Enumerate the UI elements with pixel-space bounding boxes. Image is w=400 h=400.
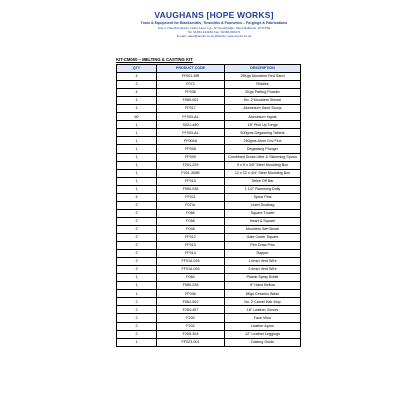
table-row — [117, 81, 301, 89]
qty-cell: 1 — [117, 97, 157, 105]
table-row — [117, 73, 301, 81]
table-row — [117, 306, 301, 314]
column-header-product-code: PRODUCT CODE — [157, 65, 225, 73]
description-cell: 18" Pick Up Tongs — [225, 121, 301, 129]
description-cell: 25Kgs Moulders Red Sand — [225, 73, 301, 81]
company-contact: E-mail: sales@anvils.co.uk Website: www.anvils.co.uk — [176, 34, 252, 39]
qty-cell: 3 — [117, 266, 157, 274]
product-code-cell: F284-457 — [157, 306, 225, 314]
qty-cell: 1 — [117, 105, 157, 113]
table-row — [117, 105, 301, 113]
product-code-cell: FF003-AL — [157, 129, 225, 137]
product-code-cell: FF014 — [157, 250, 225, 258]
table-row — [117, 217, 301, 225]
qty-cell: 1 — [117, 169, 157, 177]
product-code-cell: FF017 — [157, 105, 225, 113]
qty-cell: 1 — [117, 145, 157, 153]
description-cell: Face Visor — [225, 314, 301, 322]
table-row — [117, 282, 301, 290]
qty-cell: 3 — [117, 258, 157, 266]
table-header-row — [117, 65, 301, 73]
qty-cell: 1 — [117, 185, 157, 193]
table-row — [117, 242, 301, 250]
table-row — [117, 298, 301, 306]
table-row — [117, 322, 301, 330]
qty-cell: 1 — [117, 282, 157, 290]
description-cell: Casting Guide — [225, 338, 301, 346]
table-row — [117, 121, 301, 129]
description-cell: Riddles — [225, 81, 301, 89]
table-row — [117, 338, 301, 346]
product-code-cell: FF016-026 — [157, 266, 225, 274]
description-cell: 9 x 9 x 3/5" Steel Moulding Box — [225, 161, 301, 169]
description-cell: No. 2 Moulders Shovel — [225, 97, 301, 105]
qty-cell: 4 — [117, 73, 157, 81]
letterhead — [116, 10, 312, 38]
description-cell: No. 2 Camel Hair Mop — [225, 298, 301, 306]
description-cell: 18" Leather Gloves — [225, 306, 301, 314]
product-code-cell: FF001-MR — [157, 73, 225, 81]
table-body — [117, 73, 301, 347]
description-cell: Rapper — [225, 250, 301, 258]
product-code-cell: FF016-016 — [157, 258, 225, 266]
qty-cell: 2 — [117, 250, 157, 258]
product-code-cell: F201-305B — [157, 169, 225, 177]
product-code-cell: FF023-001 — [157, 338, 225, 346]
company-address: Unit 1, Hanwick Works, Nebo Lane, Lye, Nr Stourbridge, West Midlands, DY9 8TE — [157, 26, 271, 30]
table-row — [117, 113, 301, 121]
product-code-cell: F062-002 — [157, 298, 225, 306]
qty-cell: 1 — [117, 290, 157, 298]
qty-cell: 1 — [117, 177, 157, 185]
table-row — [117, 161, 301, 169]
product-code-cell: FF006 — [157, 290, 225, 298]
table-row — [117, 290, 301, 298]
qty-cell: 2 — [117, 306, 157, 314]
qty-cell: 2 — [117, 233, 157, 241]
table-row — [117, 145, 301, 153]
qty-cell: 2 — [117, 322, 157, 330]
qty-cell: 2 — [117, 298, 157, 306]
product-code-cell: F202 — [157, 322, 225, 330]
qty-cell: 60 — [117, 113, 157, 121]
product-code-cell: FF936 — [157, 89, 225, 97]
description-cell: Combined Dross Lifter & Skimming Spoon — [225, 153, 301, 161]
qty-cell: 1 — [117, 137, 157, 145]
table-row — [117, 266, 301, 274]
product-code-cell: FF009 — [157, 153, 225, 161]
description-cell: Leather Apron — [225, 322, 301, 330]
table-row — [117, 137, 301, 145]
product-code-cell: F048 — [157, 225, 225, 233]
description-cell: Aluminium Sand Scoop — [225, 105, 301, 113]
product-code-cell: F200 — [157, 314, 225, 322]
table-row — [117, 258, 301, 266]
table-row — [117, 89, 301, 97]
product-code-cell: S021-480 — [157, 121, 225, 129]
table-row — [117, 274, 301, 282]
description-cell: 8Kgs Ceramic Wash — [225, 290, 301, 298]
description-cell: Aluminium Ingots — [225, 113, 301, 121]
qty-cell: 2 — [117, 330, 157, 338]
table-row — [117, 185, 301, 193]
table-row — [117, 129, 301, 137]
description-cell: Heart & Square — [225, 217, 301, 225]
description-cell: 12 x 12 x 4/4" Steel Moulding Box — [225, 169, 301, 177]
product-code-cell: F060-038 — [157, 185, 225, 193]
column-header-qty: QTY — [117, 65, 157, 73]
description-cell: Square Trowel — [225, 209, 301, 217]
product-code-cell: F074L — [157, 201, 225, 209]
company-name: VAUGHANS [HOPE WORKS] — [154, 10, 274, 20]
kit-title: KIT-CM000 – MELTING & CASTING KIT — [116, 57, 193, 62]
qty-cell: 2 — [117, 225, 157, 233]
description-cell: 2.6mm Vent Wire — [225, 266, 301, 274]
product-code-cell: F205-304 — [157, 330, 225, 338]
company-phone: Tel: 01384 424232 Fax: 01384 893171 — [187, 30, 241, 35]
table-row — [117, 169, 301, 177]
qty-cell: 1 — [117, 274, 157, 282]
table-row — [117, 97, 301, 105]
description-cell: 2Kgs Parting Powder — [225, 89, 301, 97]
description-cell: Degassing Plunger — [225, 145, 301, 153]
description-cell: Strike Off Bar — [225, 177, 301, 185]
table-row — [117, 209, 301, 217]
qty-cell: 1 — [117, 338, 157, 346]
product-code-cell: FF008 — [157, 145, 225, 153]
description-cell: Sprue Pins — [225, 193, 301, 201]
product-code-cell: F058 — [157, 217, 225, 225]
product-code-cell: F072 — [157, 81, 225, 89]
kit-contents-table — [116, 64, 301, 347]
table-row — [117, 193, 301, 201]
table-row — [117, 250, 301, 258]
qty-cell: 1 — [117, 161, 157, 169]
qty-cell: 2 — [117, 209, 157, 217]
description-cell: Plastic Spray Bottle — [225, 274, 301, 282]
description-cell: Linen Dustbag — [225, 201, 301, 209]
description-cell: Pen Draw Pins — [225, 242, 301, 250]
product-code-cell: F089-228 — [157, 282, 225, 290]
description-cell: 1.6mm Vent Wire — [225, 258, 301, 266]
product-code-cell: F201-229 — [157, 161, 225, 169]
qty-cell: 1 — [117, 121, 157, 129]
product-code-cell: F086 — [157, 209, 225, 217]
product-code-cell: FF003-AL — [157, 113, 225, 121]
table-row — [117, 314, 301, 322]
description-cell: 250gms Alum Cov Flux — [225, 137, 301, 145]
company-tagline: Tools & Equipment for Blacksmiths, Tinsmiths & Foundries – Forgings & Fabrications — [140, 21, 288, 25]
qty-cell: 2 — [117, 201, 157, 209]
product-code-cell: FF010 — [157, 177, 225, 185]
table-row — [117, 201, 301, 209]
description-cell: Moulders Wet Brush — [225, 225, 301, 233]
qty-cell: 1 — [117, 129, 157, 137]
qty-cell: 2 — [117, 217, 157, 225]
product-code-cell: FF013 — [157, 242, 225, 250]
description-cell: 12" Leather Leggings — [225, 330, 301, 338]
qty-cell: 1 — [117, 153, 157, 161]
column-header-description: DESCRIPTION — [225, 65, 301, 73]
description-cell: 1 1/2" Ramming Dolly — [225, 185, 301, 193]
description-cell: 9" Hand Bellow — [225, 282, 301, 290]
description-cell: 500gms Degassing Tablets — [225, 129, 301, 137]
qty-cell: 4 — [117, 193, 157, 201]
table-row — [117, 233, 301, 241]
product-code-cell: FF011 — [157, 193, 225, 201]
product-code-cell: F084 — [157, 274, 225, 282]
qty-cell: 2 — [117, 81, 157, 89]
table-row — [117, 153, 301, 161]
qty-cell: 4 — [117, 89, 157, 97]
table-row — [117, 330, 301, 338]
product-code-cell: FF004A — [157, 137, 225, 145]
table-row — [117, 225, 301, 233]
product-code-cell: F089-002 — [157, 97, 225, 105]
product-code-cell: FF012 — [157, 233, 225, 241]
qty-cell: 2 — [117, 242, 157, 250]
qty-cell: 2 — [117, 314, 157, 322]
table-row — [117, 177, 301, 185]
description-cell: Gate Cutter Square — [225, 233, 301, 241]
